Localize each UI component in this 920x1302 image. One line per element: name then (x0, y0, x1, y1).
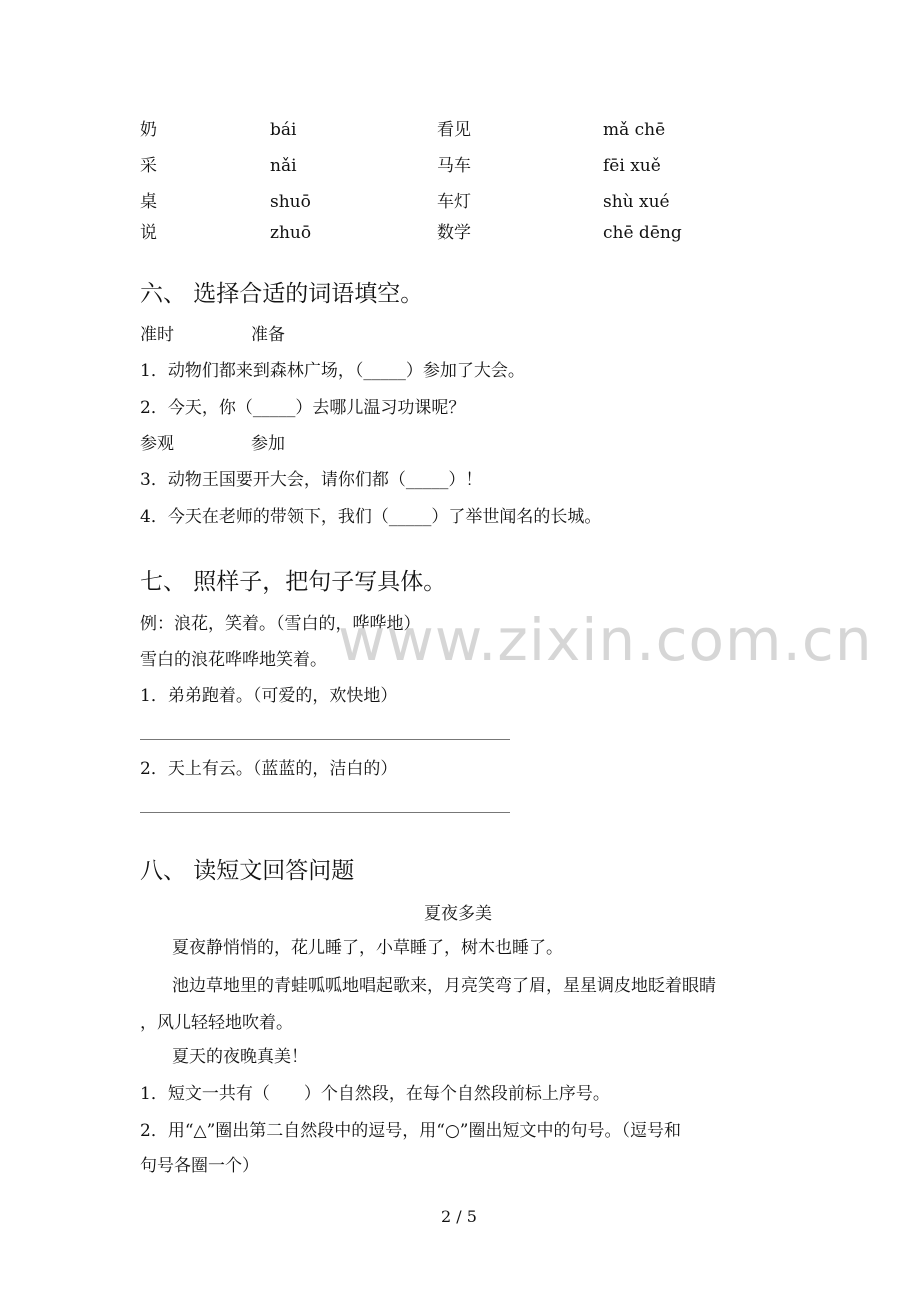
section-7-title: 七、 照样子，把句子写具体。 (140, 569, 447, 595)
word-option: 准时 (140, 325, 174, 345)
match-char: 奶 (140, 120, 157, 140)
passage-paragraph: 池边草地里的青蛙呱呱地唱起歌来，月亮笑弯了眉，星星调皮地眨着眼睛 (172, 976, 716, 996)
match-pinyin: shuō (270, 192, 311, 212)
word-option: 参观 (140, 434, 174, 454)
passage-paragraph: 夏天的夜晚真美！ (172, 1047, 308, 1067)
word-option: 参加 (251, 434, 285, 454)
watermark: www.zixin.com.cn (338, 606, 873, 674)
question-3: 3．动物王国要开大会，请你们都（_____）！ (140, 470, 483, 490)
question-2: 2．今天，你（_____）去哪儿温习功课呢？ (140, 398, 466, 418)
passage-title: 夏夜多美 (424, 904, 492, 924)
example-sentence: 例：浪花，笑着。（雪白的，哗哗地） (140, 614, 421, 634)
match-word-pinyin: fēi xuě (603, 156, 661, 176)
question-2-continued: 句号各圈一个） (140, 1156, 259, 1176)
example-answer: 雪白的浪花哗哗地笑着。 (140, 650, 327, 670)
match-word: 车灯 (437, 192, 471, 212)
match-word-pinyin: mǎ chē (603, 120, 666, 140)
match-word-pinyin: shù xué (603, 192, 670, 212)
match-word-pinyin: chē dēng (603, 223, 682, 243)
match-char: 采 (140, 156, 157, 176)
page-number: 2 / 5 (441, 1207, 477, 1226)
passage-paragraph: 夏夜静悄悄的，花儿睡了，小草睡了，树木也睡了。 (172, 938, 563, 958)
section-8-title: 八、 读短文回答问题 (140, 858, 355, 884)
question-2: 2．用“△”圈出第二自然段中的逗号，用“○”圈出短文中的句号。（逗号和 (140, 1121, 681, 1141)
match-word: 数学 (437, 223, 471, 243)
match-char: 桌 (140, 192, 157, 212)
match-pinyin: zhuō (270, 223, 312, 243)
question-1: 1．动物们都来到森林广场，（_____）参加了大会。 (140, 361, 525, 381)
match-char: 说 (140, 223, 157, 243)
match-pinyin: nǎi (270, 156, 297, 176)
question-1: 1．弟弟跑着。（可爱的，欢快地） (140, 686, 398, 706)
question-1: 1．短文一共有（ ）个自然段，在每个自然段前标上序号。 (140, 1084, 610, 1104)
word-option: 准备 (251, 325, 285, 345)
match-word: 马车 (437, 156, 471, 176)
answer-line[interactable] (140, 739, 510, 740)
question-2: 2．天上有云。（蓝蓝的，洁白的） (140, 759, 398, 779)
match-word: 看见 (437, 120, 471, 140)
passage-paragraph-continued: ，风儿轻轻地吹着。 (140, 1013, 293, 1033)
section-6-title: 六、 选择合适的词语填空。 (140, 281, 424, 307)
answer-line[interactable] (140, 812, 510, 813)
match-pinyin: bái (270, 120, 297, 140)
question-4: 4．今天在老师的带领下，我们（_____）了举世闻名的长城。 (140, 507, 602, 527)
